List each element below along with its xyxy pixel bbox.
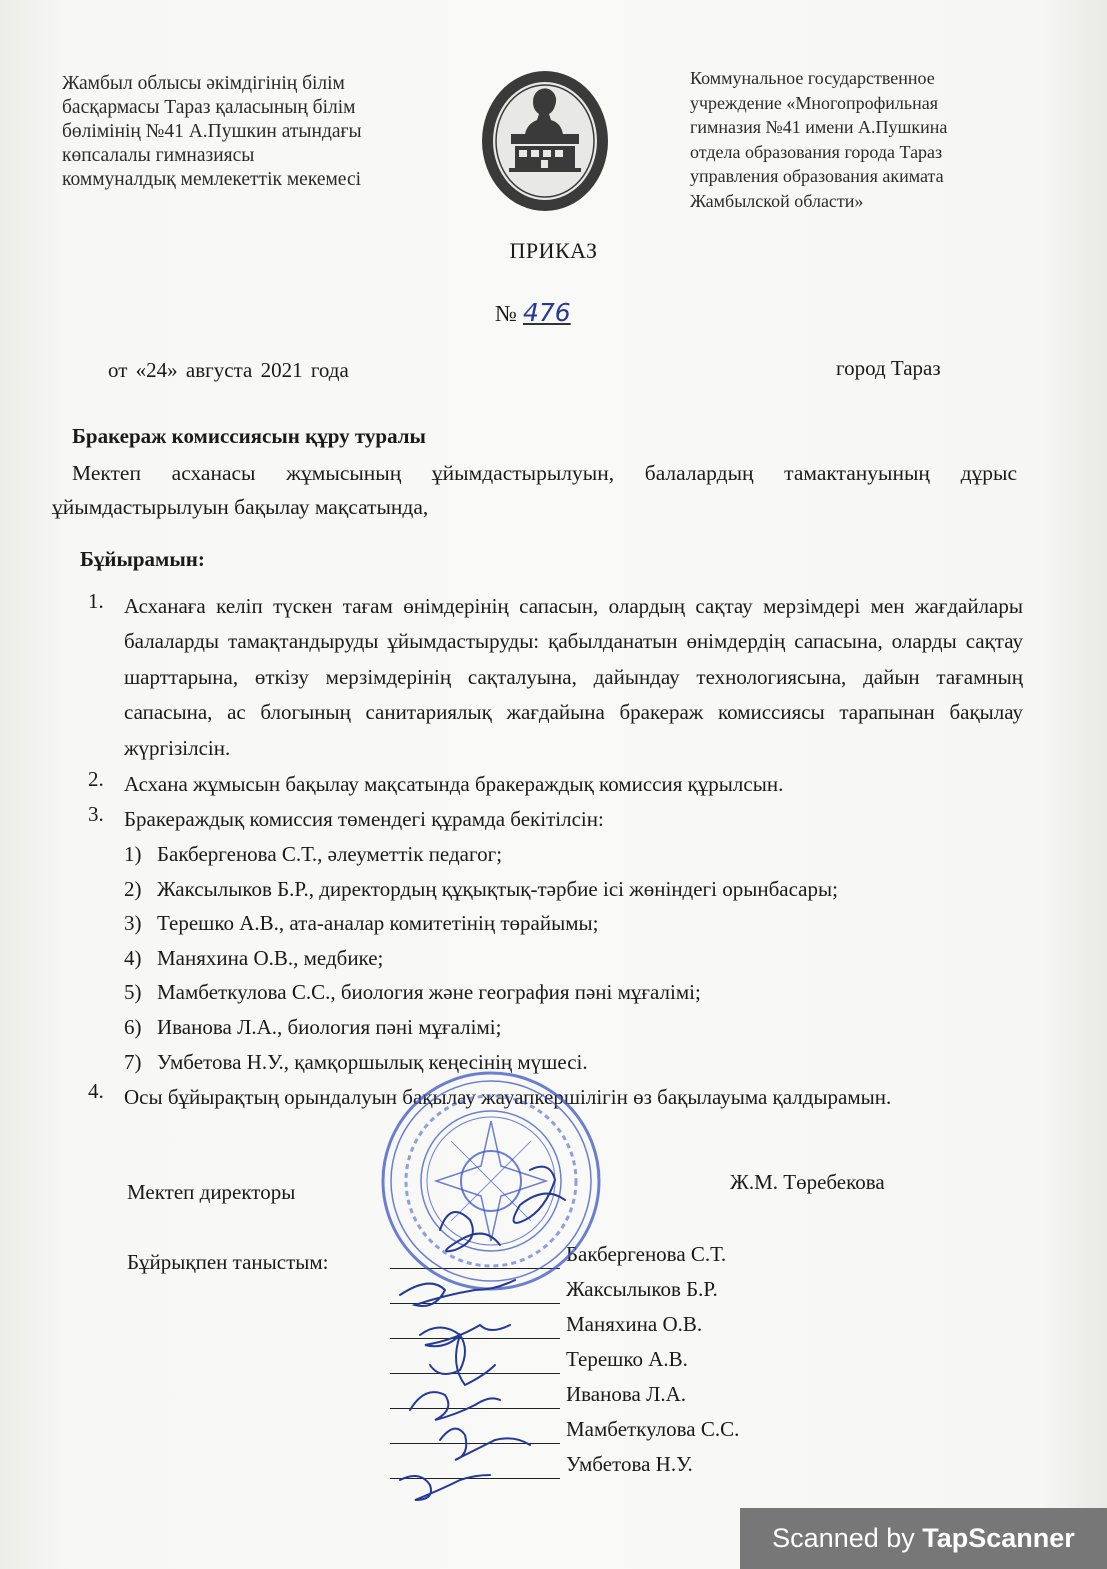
member-text: Иванова Л.А., биология пәні мұғалімі; [157, 1014, 502, 1039]
commission-member [124, 975, 1023, 1010]
school-emblem-pushkin-icon [479, 68, 611, 214]
commission-member [124, 906, 1023, 941]
member-number: 3) [124, 911, 142, 936]
item-text: Бракераждық комиссия төмендегі құрамда бекітілсін: [124, 807, 604, 831]
watermark-prefix: Scanned by [772, 1523, 923, 1553]
number-sign: № [495, 301, 517, 326]
header-right-line: управления образования акимата [690, 166, 944, 186]
acknowledgement-name: Терешко А.В. [566, 1347, 688, 1371]
order-directive-heading: Бұйырамын: [80, 547, 205, 571]
document-title: ПРИКАЗ [509, 238, 598, 263]
member-text: Бакбергенова С.Т., әлеуметтік педагог; [157, 842, 503, 866]
director-name: Ж.М. Төребекова [730, 1170, 885, 1194]
header-left-line: көпсалалы гимназиясы [62, 145, 255, 166]
commission-member [124, 872, 1023, 907]
header-left-line: басқармасы Тараз қаласының білім [62, 97, 356, 118]
director-label: Мектеп директоры [127, 1180, 296, 1204]
item-text: Асханаға келіп түскен тағам өнімдерінің сапасын, олардың сақтау мерзімдері мен жағдайлары балаларды тамақтандыруды ұйымдастыруды: қабылданатын өнімдердің сапасына, оларды сақтау шарттарына, өткізу мерзімдерінің сақталуына, дайындау технологиясына, дайын тағамның сапасына, ас блогының санитариялық жағдайына бракераж комиссиясы тарапынан бақылау жүргізілсін. [124, 594, 1023, 760]
acknowledgement-label: Бұйрықпен таныстым: [127, 1250, 329, 1274]
header-right-line: Коммунальное государственное [690, 68, 935, 88]
header-left-line: бөлімінің №41 А.Пушкин атындағы [62, 121, 362, 142]
header-right-line: Жамбылской области» [690, 190, 864, 211]
member-text: Терешко А.В., ата-аналар комитетінің төрайымы; [157, 911, 599, 936]
acknowledgement-name: Умбетова Н.У. [566, 1452, 693, 1476]
watermark-brand: TapScanner [922, 1523, 1075, 1553]
acknowledgement-name: Иванова Л.А. [566, 1382, 686, 1406]
commission-member [124, 1010, 1023, 1045]
header-right-line: гимназия №41 имени А.Пушкина [690, 117, 948, 137]
header-right-russian [690, 66, 1010, 213]
member-number: 2) [124, 876, 142, 901]
member-number: 4) [124, 945, 142, 970]
item-number: 1. [88, 589, 104, 613]
header-left-line: коммуналдық мемлекеттік мекемесі [62, 169, 362, 190]
commission-member [124, 941, 1023, 976]
commission-members-list [88, 837, 1023, 1079]
member-number: 5) [124, 980, 142, 1005]
scanner-watermark [740, 1508, 1107, 1569]
header-left-kazakh [62, 72, 442, 192]
order-item [88, 802, 1023, 837]
member-text: Мамбеткулова С.С., биология жәнe география пәні мұғалімі; [157, 980, 701, 1005]
acknowledgement-name: Жаксылыков Б.Р. [566, 1277, 718, 1301]
member-number: 7) [124, 1049, 142, 1074]
item-number: 3. [88, 802, 104, 826]
item-text: Асхана жұмысын бақылау мақсатында бракераждық комиссия құрылсын. [124, 772, 784, 796]
header-right-line: отдела образования города Тараз [690, 141, 943, 162]
commission-member [124, 837, 1023, 872]
order-topic: Бракераж комиссиясын құру туралы [72, 424, 426, 448]
item-number: 2. [88, 767, 104, 791]
order-city: город Тараз [836, 356, 941, 380]
header-left-line: Жамбыл облысы әкімдігінің білім [62, 73, 345, 94]
order-item [88, 589, 1023, 767]
member-text: Умбетова Н.У., қамқоршылық кеңесінің мүшесі. [157, 1049, 588, 1074]
member-number: 6) [124, 1014, 142, 1039]
order-date: от «24» августа 2021 года [108, 358, 349, 382]
handwritten-number: 476 [522, 298, 571, 327]
acknowledgement-name: Бакбергенова С.Т. [566, 1242, 727, 1266]
item-text: Осы бұйырақтың орындалуын бақылау жауапкершілігін өз бақылауыма қалдырамын. [124, 1085, 892, 1110]
order-preamble: Мектеп асханасы жұмысының ұйымдастырылуын, балалардың тамактануының дұрыс ұйымдастырылуын бақылау мақсатында, [52, 461, 1017, 519]
order-item [88, 767, 1023, 802]
member-number: 1) [124, 842, 142, 866]
order-number [495, 298, 571, 327]
handwritten-signatures-icon [380, 1150, 620, 1510]
acknowledgement-name: Маняхина О.В. [566, 1312, 703, 1336]
member-text: Жаксылыков Б.Р., директордың құқықтық-тәрбие ісі жөніндегі орынбасары; [157, 876, 838, 901]
item-number: 4. [88, 1079, 104, 1104]
member-text: Маняхина О.В., медбике; [157, 945, 384, 970]
acknowledgement-name: Мамбеткулова С.С. [566, 1417, 740, 1441]
header-right-line: учреждение «Многопрофильная [690, 92, 938, 113]
